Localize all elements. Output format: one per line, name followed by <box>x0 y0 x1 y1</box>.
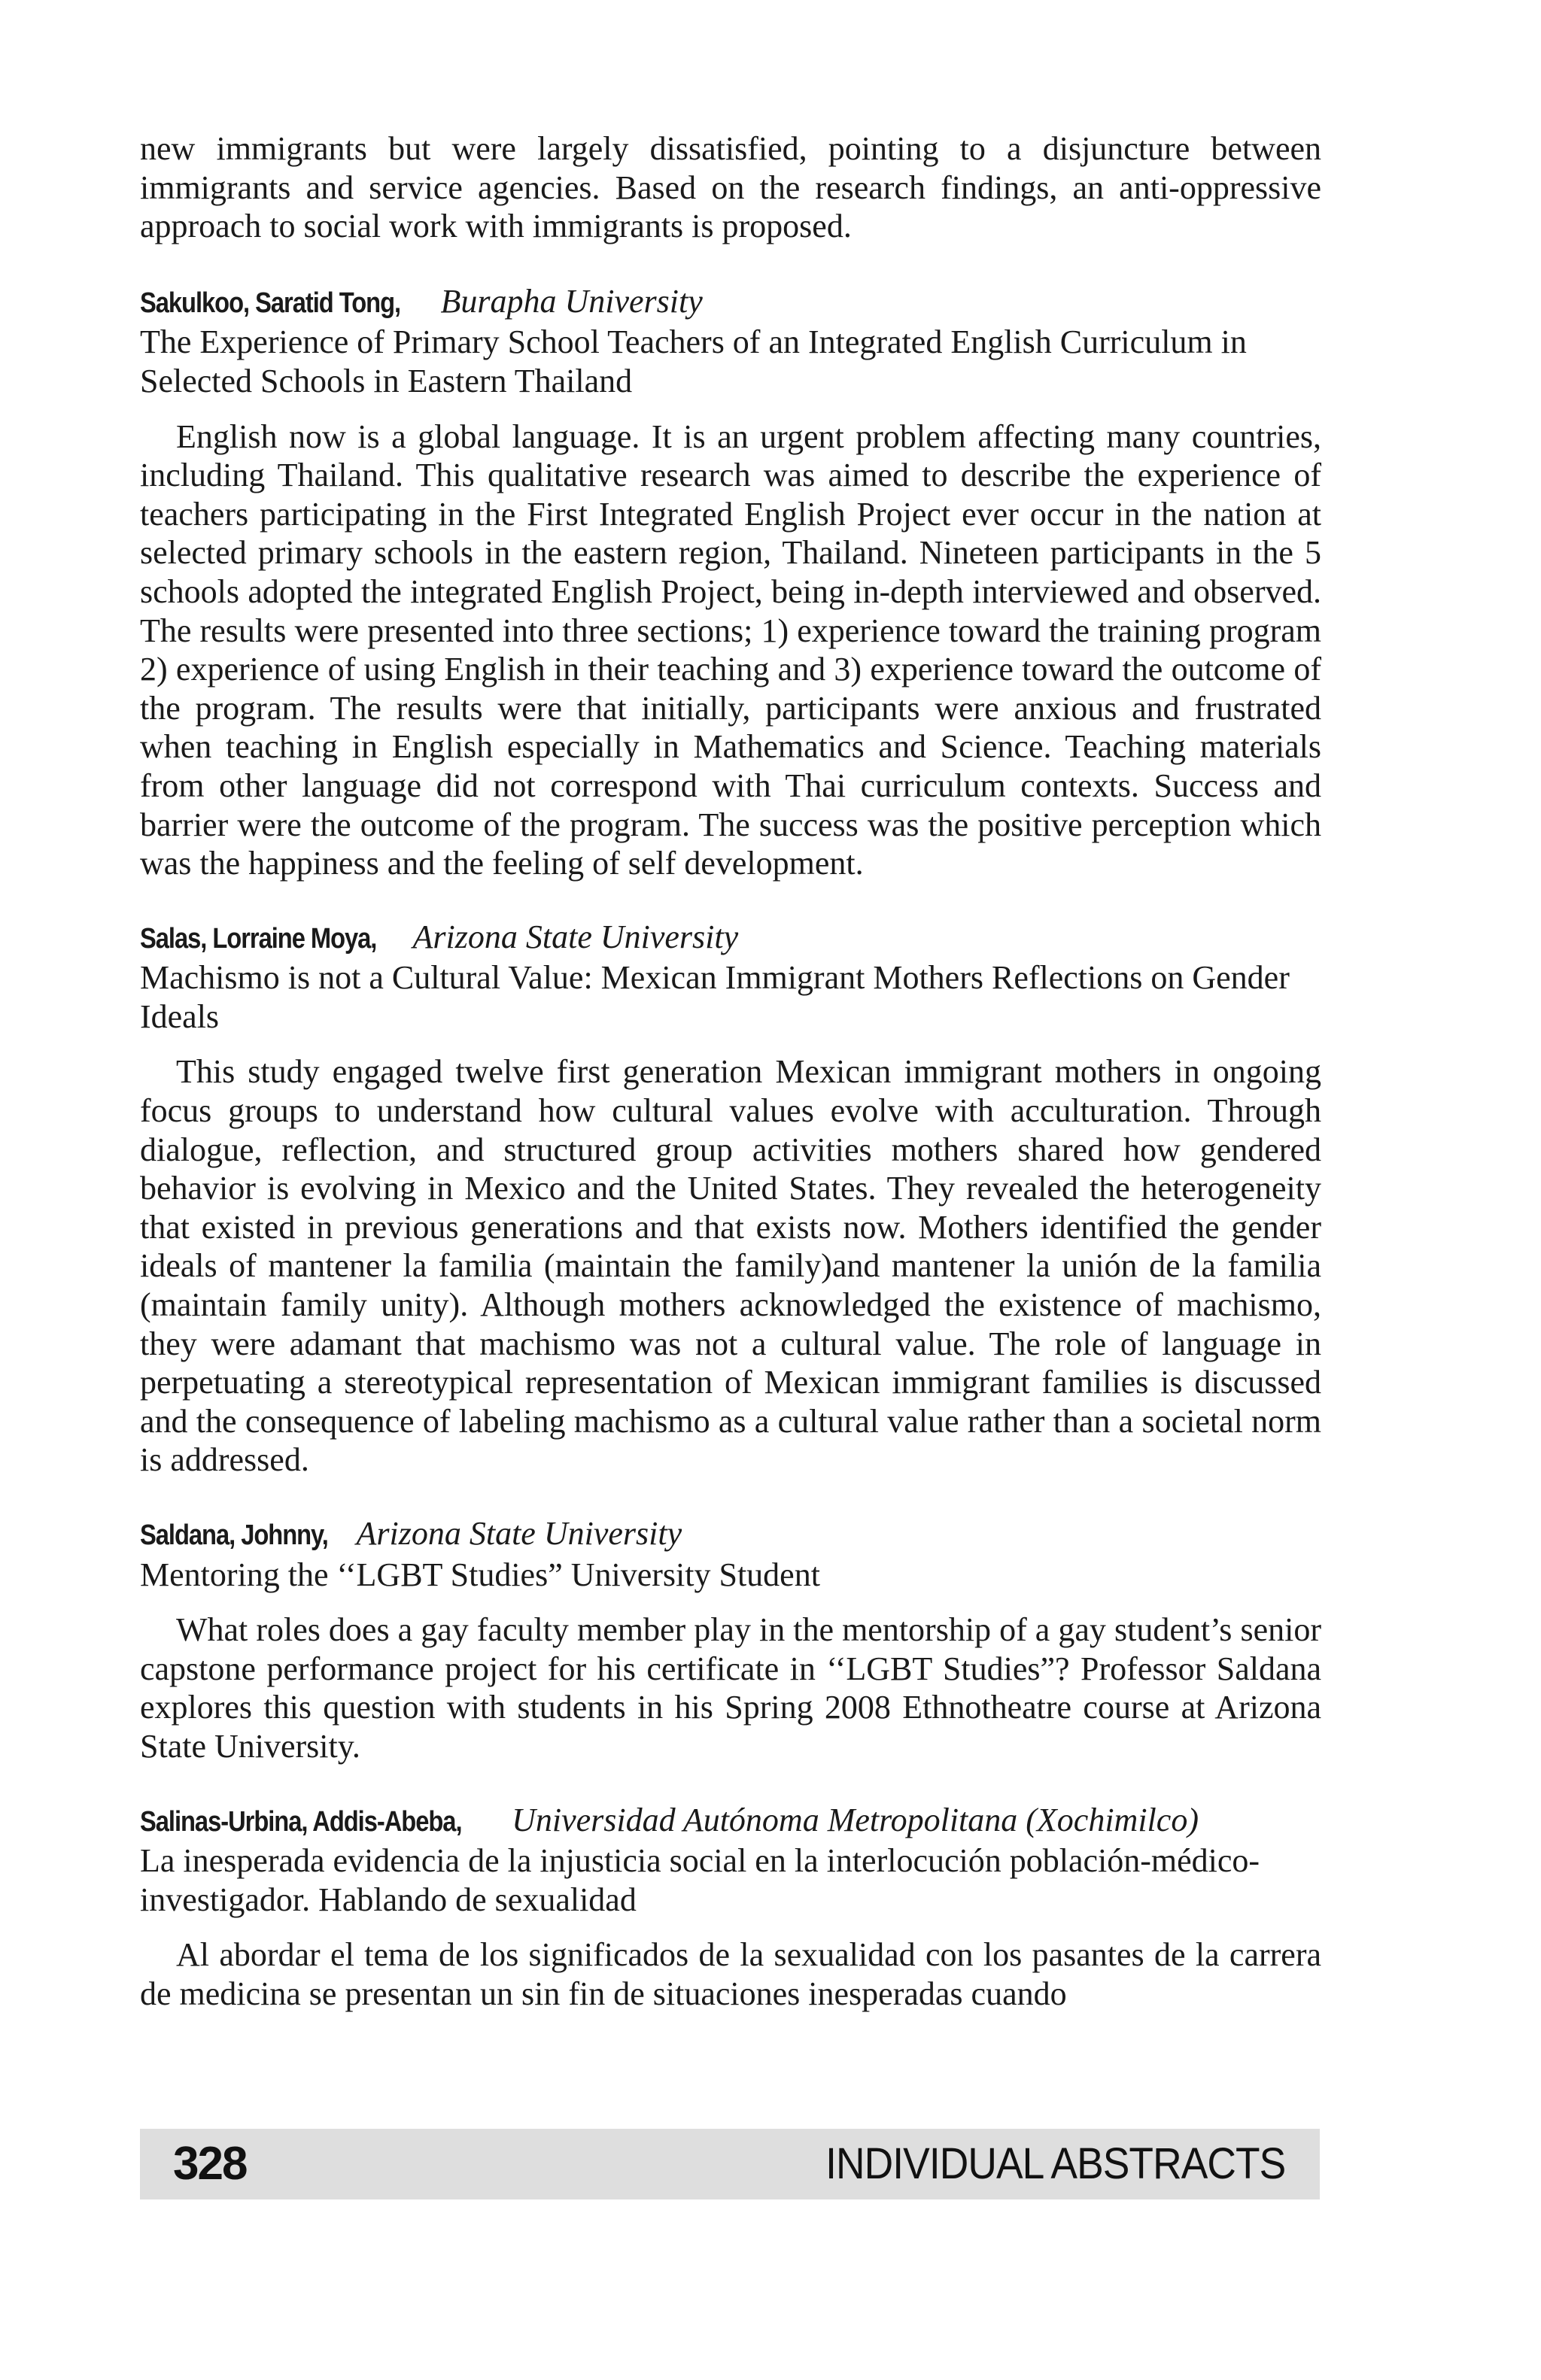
abstract-entry <box>140 282 1321 883</box>
page-number: 328 <box>173 2138 247 2190</box>
author-name: Salinas-Urbina, Addis-Abeba, <box>140 1805 462 1838</box>
entry-heading <box>140 1514 1321 1556</box>
abstract-text: What roles does a gay faculty member play in the mentorship of a gay student’s senior capstone performance project for his certificate in ‘‘LGBT Studies”? Professor Saldana explores this question with students in his Spring 2008 Ethnotheatre course at Arizona State University. <box>140 1611 1321 1765</box>
institution: Universidad Autónoma Metropolitana (Xochimilco) <box>512 1801 1199 1838</box>
abstract-entry <box>140 918 1321 1480</box>
abstract-title: La inesperada evidencia de la injusticia social en la interlocución población-médico-investigador. Hablando de sexualidad <box>140 1842 1260 1918</box>
abstract-entry <box>140 1801 1321 2014</box>
abstract-title: The Experience of Primary School Teachers of an Integrated English Curriculum in Selected Schools in Eastern Thailand <box>140 323 1247 399</box>
abstract-entry <box>140 1514 1321 1766</box>
institution: Arizona State University <box>356 1515 682 1552</box>
continued-abstract: new immigrants but were largely dissatisfied, pointing to a disjuncture between immigrants and service agencies. Based on the research findings, an anti-oppressive approach to social work with immigrants is proposed. <box>140 130 1321 245</box>
entry-heading <box>140 918 1321 959</box>
author-name: Saldana, Johnny, <box>140 1519 328 1551</box>
entry-heading <box>140 1801 1321 1842</box>
author-name: Sakulkoo, Saratid Tong, <box>140 287 401 319</box>
institution: Burapha University <box>440 282 703 320</box>
abstract-title: Machismo is not a Cultural Value: Mexican Immigrant Mothers Reflections on Gender Ideals <box>140 959 1290 1035</box>
abstract-text: This study engaged twelve first generation Mexican immigrant mothers in ongoing focus groups to understand how cultural values evolve with acculturation. Through dialogue, reflection, and structured group activities mothers shared how gendered behavior is evolving in Mexico and the United States. They revealed the heterogeneity that existed in previous generations and that exists now. Mothers identified the gender ideals of mantener la familia (maintain the family)and mantener la unión de la familia (maintain family unity). Although mothers acknowledged the existence of machismo, they were adamant that machismo was not a cultural value. The role of language in perpetuating a stereotypical representation of Mexican immigrant families is discussed and the consequence of labeling machismo as a cultural value rather than a societal norm is addressed. <box>140 1053 1321 1479</box>
institution: Arizona State University <box>412 918 739 955</box>
abstract-title: Mentoring the ‘‘LGBT Studies” University Student <box>140 1556 820 1593</box>
page-body <box>140 129 1321 2048</box>
abstract-text: Al abordar el tema de los significados de la sexualidad con los pasantes de la carrera de medicina se presentan un sin fin de situaciones inesperadas cuando <box>140 1936 1321 2012</box>
running-head: INDIVIDUAL ABSTRACTS <box>825 2139 1285 2188</box>
entry-heading <box>140 282 1321 323</box>
abstract-text: English now is a global language. It is an urgent problem affecting many countries, including Thailand. This qualitative research was aimed to describe the experience of teachers participating in the First Integrated English Project ever occur in the nation at selected primary schools in the eastern region, Thailand. Nineteen participants in the 5 schools adopted the integrated English Project, being in-depth interviewed and observed. The results were presented into three sections; 1) experience toward the training program 2) experience of using English in their teaching and 3) experience toward the outcome of the program. The results were that initially, participants were anxious and frustrated when teaching in English especially in Mathematics and Science. Teaching materials from other language did not correspond with Thai curriculum contexts. Success and barrier were the outcome of the program. The success was the positive perception which was the happiness and the feeling of self development. <box>140 417 1321 882</box>
page-footer <box>140 2129 1320 2199</box>
author-name: Salas, Lorraine Moya, <box>140 922 377 955</box>
